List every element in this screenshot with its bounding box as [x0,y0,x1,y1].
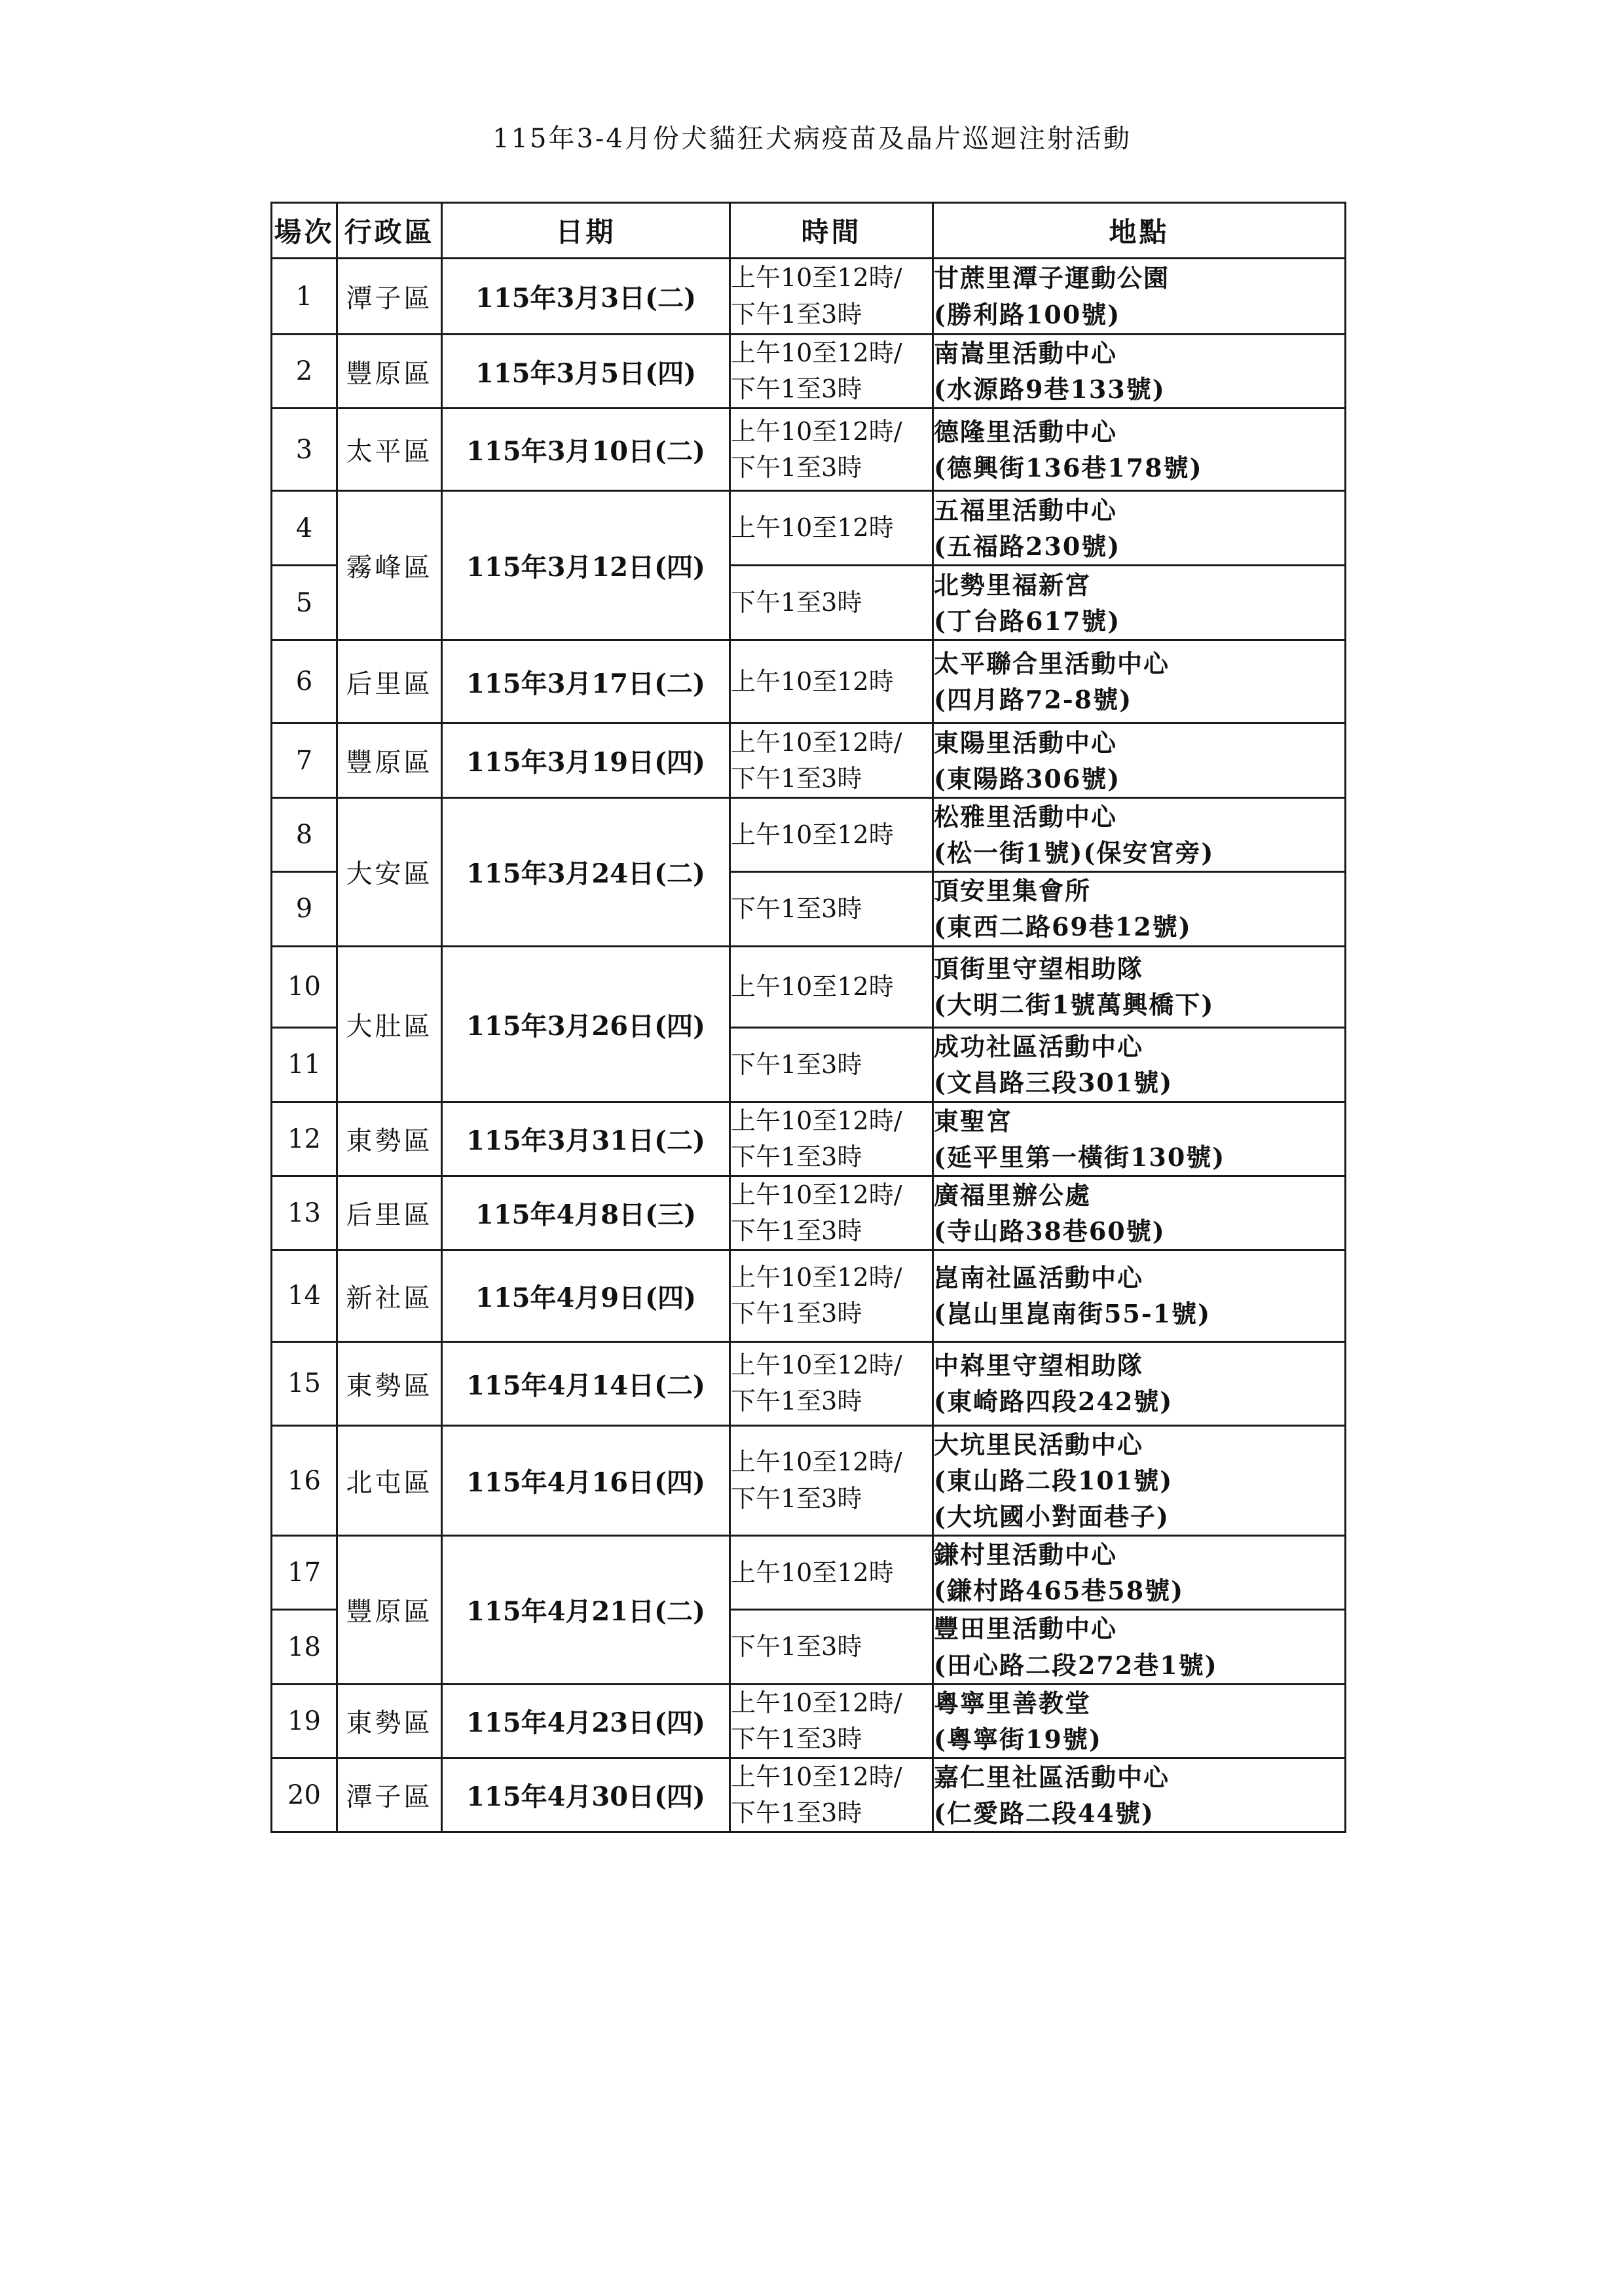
session-number: 18 [272,1610,337,1684]
location-cell [933,491,1346,566]
date-cell: 115年4月23日(四) [442,1684,730,1758]
location-address: (五福路230號) [934,531,1121,561]
location-address: (寺山路38巷60號) [934,1216,1166,1246]
time-cell [730,259,933,335]
location-name: 頂安里集會所 [934,876,1092,906]
time-cell [730,798,933,872]
time-line: 上午10至12時/ [731,1106,902,1135]
session-number: 16 [272,1425,337,1535]
session-number: 15 [272,1341,337,1425]
header-time: 時間 [730,203,933,259]
time-cell [730,1425,933,1535]
table-row [272,1250,1346,1341]
location-name: 嘉仁里社區活動中心 [934,1762,1170,1792]
session-number: 12 [272,1102,337,1176]
time-line: 上午10至12時/ [731,1688,902,1717]
location-name: 粵寧里善教堂 [934,1688,1092,1718]
district-cell: 潭子區 [337,259,442,335]
header-date: 日期 [442,203,730,259]
location-address: (水源路9巷133號) [934,374,1166,405]
session-number: 5 [272,566,337,640]
time-line: 上午10至12時/ [731,1263,902,1292]
district-cell: 北屯區 [337,1425,442,1535]
table-row [272,1102,1346,1176]
location-name: 松雅里活動中心 [934,802,1118,832]
date-cell: 115年3月17日(二) [442,640,730,723]
table-row [272,259,1346,335]
district-cell: 豐原區 [337,723,442,798]
location-address: (延平里第一橫街130號) [934,1142,1226,1172]
location-cell [933,723,1346,798]
district-cell: 太平區 [337,409,442,491]
date-cell: 115年4月30日(四) [442,1758,730,1832]
time-line: 下午1至3時 [731,894,862,923]
location-name: 豐田里活動中心 [934,1614,1118,1644]
location-name: 德隆里活動中心 [934,416,1118,446]
session-number: 11 [272,1027,337,1102]
location-address: (松一街1號)(保安宮旁) [934,838,1215,868]
location-cell [933,566,1346,640]
date-cell: 115年4月9日(四) [442,1250,730,1341]
district-cell: 東勢區 [337,1684,442,1758]
table-row [272,1425,1346,1535]
time-cell [730,640,933,723]
session-number: 7 [272,723,337,798]
location-name: 廣福里辦公處 [934,1180,1092,1210]
time-cell [730,723,933,798]
location-cell [933,409,1346,491]
time-line: 上午10至12時 [731,1558,894,1587]
time-line: 下午1至3時 [731,1798,862,1827]
time-line: 上午10至12時/ [731,1180,902,1209]
session-number: 14 [272,1250,337,1341]
location-name: 成功社區活動中心 [934,1031,1144,1061]
date-cell: 115年4月14日(二) [442,1341,730,1425]
time-cell [730,566,933,640]
session-number: 10 [272,946,337,1027]
table-row [272,1341,1346,1425]
time-line: 下午1至3時 [731,1387,862,1416]
location-address: (四月路72-8號) [934,685,1133,715]
time-line: 下午1至3時 [731,1484,862,1513]
location-address: (勝利路100號) [934,299,1121,329]
location-address: (東崎路四段242號) [934,1387,1173,1417]
location-cell [933,335,1346,409]
table-header-row [272,203,1346,259]
district-cell: 霧峰區 [337,491,442,640]
time-line: 下午1至3時 [731,1049,862,1079]
date-cell: 115年3月19日(四) [442,723,730,798]
district-cell: 新社區 [337,1250,442,1341]
location-cell [933,1341,1346,1425]
location-address: (東西二路69巷12號) [934,912,1192,942]
table-row [272,1684,1346,1758]
header-district: 行政區 [337,203,442,259]
location-name: 崑南社區活動中心 [934,1263,1144,1293]
time-cell [730,1536,933,1610]
table-row [272,335,1346,409]
time-cell [730,1758,933,1832]
district-cell: 大安區 [337,798,442,946]
session-number: 19 [272,1684,337,1758]
session-number: 3 [272,409,337,491]
location-address: (丁台路617號) [934,606,1121,636]
time-line: 上午10至12時/ [731,1448,902,1477]
location-cell [933,1536,1346,1610]
location-address: (德興街136巷178號) [934,452,1203,483]
time-cell [730,1176,933,1250]
time-cell [730,872,933,946]
district-cell: 后里區 [337,1176,442,1250]
session-number: 8 [272,798,337,872]
date-cell: 115年3月26日(四) [442,946,730,1102]
time-line: 下午1至3時 [731,1142,862,1171]
session-number: 4 [272,491,337,566]
location-address: (東陽路306號) [934,763,1121,793]
time-line: 下午1至3時 [731,452,862,482]
date-cell: 115年3月3日(二) [442,259,730,335]
session-number: 13 [272,1176,337,1250]
location-name: 北勢里福新宮 [934,570,1092,600]
date-cell: 115年3月5日(四) [442,335,730,409]
time-line: 上午10至12時/ [731,727,902,757]
document-title: 115年3-4月份犬貓狂犬病疫苗及晶片巡迴注射活動 [492,124,1132,154]
location-cell [933,1176,1346,1250]
session-number: 17 [272,1536,337,1610]
district-cell: 豐原區 [337,335,442,409]
time-cell [730,1684,933,1758]
date-cell: 115年4月8日(三) [442,1176,730,1250]
date-cell: 115年4月16日(四) [442,1425,730,1535]
table-row [272,946,1346,1027]
district-cell: 潭子區 [337,1758,442,1832]
location-cell [933,1610,1346,1684]
time-line: 上午10至12時/ [731,1351,902,1380]
time-cell [730,335,933,409]
location-cell [933,1425,1346,1535]
table-row [272,491,1346,566]
time-line: 下午1至3時 [731,1299,862,1328]
time-line: 下午1至3時 [731,1216,862,1245]
time-cell [730,1610,933,1684]
location-cell [933,259,1346,335]
session-number: 20 [272,1758,337,1832]
table-row [272,1758,1346,1832]
location-cell [933,872,1346,946]
time-line: 上午10至12時/ [731,1762,902,1791]
time-cell [730,409,933,491]
schedule-table [270,202,1346,1833]
table-row [272,1176,1346,1250]
table-row [272,1536,1346,1610]
table-row [272,723,1346,798]
table-row [272,640,1346,723]
location-address: (大坑國小對面巷子) [934,1502,1170,1532]
time-cell [730,1027,933,1102]
time-line: 下午1至3時 [731,588,862,617]
date-cell: 115年3月12日(四) [442,491,730,640]
location-cell [933,1102,1346,1176]
location-address: (大明二街1號萬興橋下) [934,990,1215,1020]
session-number: 6 [272,640,337,723]
location-address: (粵寧街19號) [934,1724,1102,1754]
date-cell: 115年3月31日(二) [442,1102,730,1176]
location-cell [933,1758,1346,1832]
header-session: 場次 [272,203,337,259]
time-line: 上午10至12時/ [731,338,902,367]
date-cell: 115年3月24日(二) [442,798,730,946]
time-line: 下午1至3時 [731,299,862,329]
time-cell [730,1250,933,1341]
location-cell [933,1027,1346,1102]
location-address: (文昌路三段301號) [934,1068,1173,1098]
session-number: 1 [272,259,337,335]
time-cell [730,1341,933,1425]
session-number: 2 [272,335,337,409]
location-cell [933,798,1346,872]
location-cell [933,1684,1346,1758]
time-line: 下午1至3時 [731,1631,862,1661]
district-cell: 大肚區 [337,946,442,1102]
location-cell [933,1250,1346,1341]
location-name: 甘蔗里潭子運動公園 [934,263,1170,293]
location-name: 鎌村里活動中心 [934,1540,1118,1570]
location-name: 東聖宮 [934,1106,1013,1136]
location-address: (鎌村路465巷58號) [934,1576,1185,1606]
location-name: 頂街里守望相助隊 [934,953,1144,983]
time-line: 上午10至12時 [731,820,894,849]
location-address: (崑山里崑南街55-1號) [934,1299,1211,1329]
district-cell: 豐原區 [337,1536,442,1684]
location-name: 五福里活動中心 [934,495,1118,525]
time-line: 上午10至12時 [731,666,894,696]
location-name: 南嵩里活動中心 [934,338,1118,368]
time-line: 上午10至12時/ [731,263,902,293]
date-cell: 115年3月10日(二) [442,409,730,491]
time-line: 上午10至12時/ [731,416,902,446]
date-cell: 115年4月21日(二) [442,1536,730,1684]
table-row [272,798,1346,872]
session-number: 9 [272,872,337,946]
location-name: 東陽里活動中心 [934,727,1118,757]
district-cell: 后里區 [337,640,442,723]
time-line: 上午10至12時 [731,513,894,543]
location-name: 大坑里民活動中心 [934,1429,1144,1459]
header-location: 地點 [933,203,1346,259]
district-cell: 東勢區 [337,1341,442,1425]
time-line: 下午1至3時 [731,763,862,793]
location-address: (東山路二段101號) [934,1466,1173,1496]
time-cell [730,491,933,566]
time-cell [730,1102,933,1176]
table-row [272,409,1346,491]
location-address: (仁愛路二段44號) [934,1798,1154,1828]
time-line: 下午1至3時 [731,374,862,404]
time-line: 上午10至12時 [731,972,894,1001]
location-name: 太平聯合里活動中心 [934,649,1170,679]
location-address: (田心路二段272巷1號) [934,1650,1218,1680]
district-cell: 東勢區 [337,1102,442,1176]
location-cell [933,946,1346,1027]
time-cell [730,946,933,1027]
location-name: 中嵙里守望相助隊 [934,1351,1144,1381]
location-cell [933,640,1346,723]
time-line: 下午1至3時 [731,1724,862,1753]
